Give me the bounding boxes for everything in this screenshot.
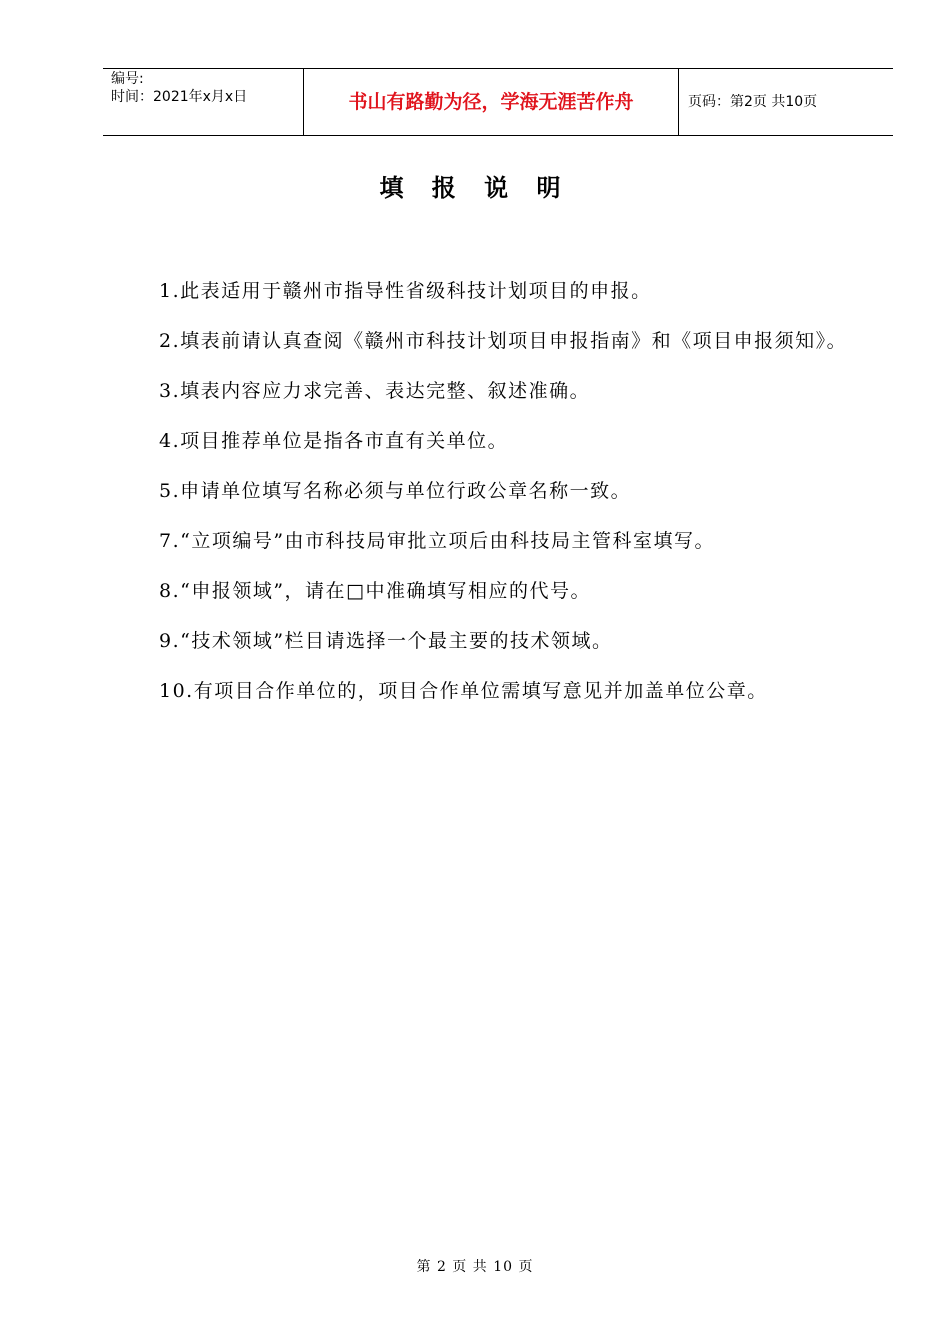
time-label: 时间：2021年x月x日 <box>111 89 248 105</box>
instruction-item: 10.有项目合作单位的，项目合作单位需填写意见并加盖单位公章。 <box>159 680 768 702</box>
document-title: 填 报 说 明 <box>379 174 571 202</box>
instruction-item: 4.项目推荐单位是指各市直有关单位。 <box>159 430 509 452</box>
instruction-item: 9.“技术领域”栏目请选择一个最主要的技术领域。 <box>159 630 613 652</box>
instructions-list <box>117 266 861 716</box>
header-motto: 书山有路勤为径，学海无涯苦作舟 <box>348 91 634 113</box>
page-header <box>103 68 893 136</box>
serial-number-label: 编号: <box>111 71 144 87</box>
header-right-cell <box>679 69 893 135</box>
header-page-info: 页码：第2页 共10页 <box>688 94 818 110</box>
instruction-item: 5.申请单位填写名称必须与单位行政公章名称一致。 <box>159 480 632 502</box>
instruction-item: 8.“申报领域”，请在□中准确填写相应的代号。 <box>159 580 592 602</box>
header-middle-cell <box>304 69 679 135</box>
instruction-item: 7.“立项编号”由市科技局审批立项后由科技局主管科室填写。 <box>159 530 716 552</box>
instruction-item: 3.填表内容应力求完善、表达完整、叙述准确。 <box>159 380 591 402</box>
page-footer: 第 2 页 共 10 页 <box>416 1259 534 1275</box>
header-left-cell <box>103 69 304 135</box>
instruction-item: 2.填表前请认真查阅《赣州市科技计划项目申报指南》和《项目申报须知》。 <box>159 330 848 352</box>
instruction-item: 1.此表适用于赣州市指导性省级科技计划项目的申报。 <box>159 280 652 302</box>
